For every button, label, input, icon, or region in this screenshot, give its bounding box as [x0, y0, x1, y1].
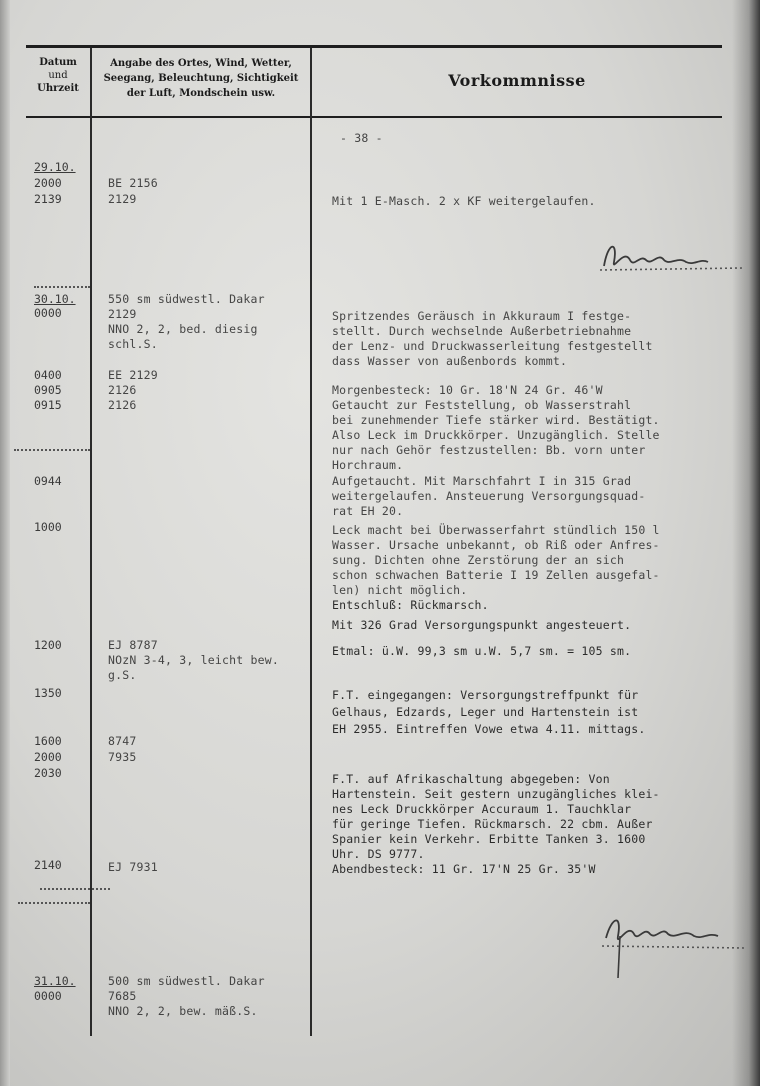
header-datum-line1: Datum — [39, 57, 77, 68]
entry-text: Hartenstein. Seit gestern unzugängliches klei- — [332, 787, 660, 801]
entry-text: len) nicht möglich. — [332, 583, 468, 597]
entry-text: Leck macht bei Überwasserfahrt stündlich 150 l — [332, 523, 660, 537]
entry-text: Spanier kein Verkehr. Erbitte Tanken 3. 1600 — [332, 832, 646, 846]
entry-time: 2139 — [34, 192, 62, 206]
header-datum-line2: und — [48, 70, 68, 81]
entry-text: Morgenbesteck: 10 Gr. 18'N 24 Gr. 46'W — [332, 383, 603, 397]
entry-text: Gelhaus, Edzards, Leger und Hartenstein ist — [332, 705, 639, 719]
entry-text: Abendbesteck: 11 Gr. 17'N 25 Gr. 35'W — [332, 862, 596, 876]
entry-place: 2129 — [108, 307, 137, 321]
entry-text: Mit 1 E-Masch. 2 x KF weitergelaufen. — [332, 194, 596, 208]
entry-text: Getaucht zur Feststellung, ob Wasserstrahl — [332, 398, 632, 412]
signature-mark — [596, 236, 746, 280]
entry-time: 0905 — [34, 383, 62, 397]
entry-time: 1600 — [34, 734, 62, 748]
separator-dots — [18, 902, 90, 904]
entry-text: stellt. Durch wechselnde Außerbetriebnahme — [332, 324, 632, 338]
entry-place: EE 2129 — [108, 368, 158, 382]
entry-text: für geringe Tiefen. Rückmarsch. 22 cbm. Außer — [332, 817, 653, 831]
signature-mark — [598, 908, 748, 982]
entry-text: bei zunehmender Tiefe stärker wird. Bestätigt. — [332, 413, 660, 427]
header-top-rule — [26, 45, 722, 48]
entry-time: 0915 — [34, 398, 62, 412]
header-datum — [26, 56, 90, 95]
entry-place: 2126 — [108, 383, 137, 397]
entry-time: 0000 — [34, 306, 62, 320]
entry-place: 7935 — [108, 750, 137, 764]
entry-place: 2129 — [108, 192, 137, 206]
entry-place: NOzN 3-4, 3, leicht bew. — [108, 653, 279, 667]
entry-time: 1000 — [34, 520, 62, 534]
entry-text: dass Wasser von außenbords kommt. — [332, 354, 568, 368]
entry-time: 1200 — [34, 638, 62, 652]
column-divider-place — [310, 48, 312, 1036]
entry-place: EJ 8787 — [108, 638, 158, 652]
entry-time: 0400 — [34, 368, 62, 382]
entry-time: 2000 — [34, 176, 62, 190]
header-bottom-rule — [26, 116, 722, 118]
entry-text: Also Leck im Druckkörper. Unzugänglich. Stelle — [332, 428, 660, 442]
entry-text: EH 2955. Eintreffen Vowe etwa 4.11. mittags. — [332, 722, 646, 736]
entry-text: Etmal: ü.W. 99,3 sm u.W. 5,7 sm. = 105 sm. — [332, 644, 632, 658]
page-number: - 38 - — [340, 131, 383, 145]
separator-dots — [40, 888, 110, 890]
entry-date: 31.10. — [34, 974, 76, 988]
entry-time: 0944 — [34, 474, 62, 488]
entry-text: schon schwachen Batterie I 19 Zellen ausgefal- — [332, 568, 660, 582]
entry-date: 30.10. — [34, 292, 76, 306]
entry-place: BE 2156 — [108, 176, 158, 190]
entry-text: Entschluß: Rückmarsch. — [332, 598, 489, 612]
entry-text: Mit 326 Grad Versorgungspunkt angesteuert. — [332, 618, 632, 632]
entry-place: NNO 2, 2, bed. diesig — [108, 322, 258, 336]
entry-time: 0000 — [34, 989, 62, 1003]
entry-text: F.T. eingegangen: Versorgungstreffpunkt für — [332, 688, 639, 702]
entry-text: sung. Dichten ohne Zerstörung der an sich — [332, 553, 625, 567]
entry-place: 500 sm südwestl. Dakar — [108, 974, 265, 988]
entry-text: Spritzendes Geräusch in Akkuraum I festge- — [332, 309, 632, 323]
page-binding-edge — [0, 0, 10, 1086]
entry-text: Uhr. DS 9777. — [332, 847, 425, 861]
entry-date: 29.10. — [34, 160, 76, 174]
entry-text: Horchraum. — [332, 458, 404, 472]
entry-place: 8747 — [108, 734, 137, 748]
entry-text: nes Leck Druckkörper Accuraum 1. Tauchklar — [332, 802, 632, 816]
entry-place: EJ 7931 — [108, 860, 158, 874]
entry-text: F.T. auf Afrikaschaltung abgegeben: Von — [332, 772, 610, 786]
entry-text: nur nach Gehör festzustellen: Bb. vorn unter — [332, 443, 646, 457]
entry-place: 550 sm südwestl. Dakar — [108, 292, 265, 306]
entry-text: rat EH 20. — [332, 504, 404, 518]
entry-text: weitergelaufen. Ansteuerung Versorgungsquad- — [332, 489, 646, 503]
entry-place: 7685 — [108, 989, 137, 1003]
separator-dots — [34, 286, 90, 288]
entry-time: 2030 — [34, 766, 62, 780]
entry-time: 2000 — [34, 750, 62, 764]
header-ort-line1: Angabe des Ortes, Wind, Wetter, — [110, 58, 292, 69]
entry-text: Wasser. Ursache unbekannt, ob Riß oder Anfres- — [332, 538, 660, 552]
entry-place: NNO 2, 2, bew. mäß.S. — [108, 1004, 258, 1018]
header-ort — [94, 56, 308, 101]
header-vorkommnisse: Vorkommnisse — [448, 71, 586, 90]
entry-time: 2140 — [34, 858, 62, 872]
entry-text: der Lenz- und Druckwasserleitung festgestellt — [332, 339, 653, 353]
header-ort-line2: Seegang, Beleuchtung, Sichtigkeit — [103, 73, 299, 84]
entry-place: g.S. — [108, 668, 137, 682]
entry-text: Aufgetaucht. Mit Marschfahrt I in 315 Grad — [332, 474, 632, 488]
entry-time: 1350 — [34, 686, 62, 700]
entry-place: schl.S. — [108, 337, 158, 351]
header-datum-line3: Uhrzeit — [37, 83, 79, 94]
separator-dots — [14, 449, 90, 451]
header-ort-line3: der Luft, Mondschein usw. — [126, 88, 276, 99]
entry-place: 2126 — [108, 398, 137, 412]
